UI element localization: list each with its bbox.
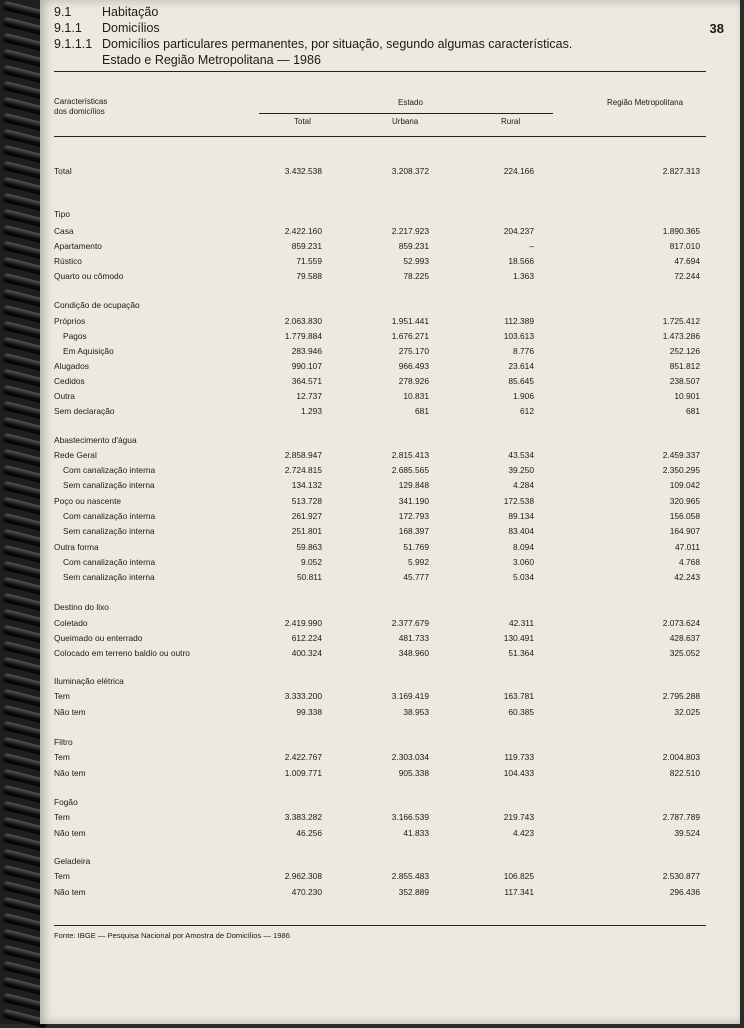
spiral-binding (0, 0, 42, 1024)
table-row (40, 646, 740, 661)
cell-urbana: 2.217.923 (391, 226, 429, 236)
heading-habitacao (54, 4, 724, 20)
table-row (40, 555, 740, 570)
table-row (40, 269, 740, 284)
cell-urbana: 2.815.413 (391, 450, 429, 460)
table-row (40, 254, 740, 269)
cell-metro: 2.530.877 (662, 871, 700, 881)
cell-total: 59.863 (296, 542, 322, 552)
cell-metro: 42.243 (674, 572, 700, 582)
cell-total: 12.737 (296, 391, 322, 401)
row-label: Rede Geral (54, 450, 97, 460)
row-label: Tem (54, 752, 70, 762)
cell-metro: 2.004.803 (662, 752, 700, 762)
table-row (40, 478, 740, 493)
cell-urbana: 352.889 (398, 887, 429, 897)
row-header-line1: Características (54, 97, 108, 106)
row-label: Rústico (54, 256, 82, 266)
cell-urbana: 51.769 (403, 542, 429, 552)
cell-total: 134.132 (291, 480, 322, 490)
group-header-row (40, 674, 740, 689)
table-row (40, 810, 740, 825)
row-label: Com canalização interna (63, 511, 156, 521)
table-row (40, 570, 740, 585)
table-row (40, 631, 740, 646)
row-label: Em Aquisição (63, 346, 114, 356)
row-label: Apartamento (54, 241, 102, 251)
cell-rural: 103.613 (503, 331, 534, 341)
cell-total: 99.338 (296, 707, 322, 717)
cell-metro: 2.787.789 (662, 812, 700, 822)
subsection-number: 9.1.1 (54, 21, 82, 35)
table-row (40, 404, 740, 419)
cell-urbana: 5.992 (408, 557, 429, 567)
cell-total: 513.728 (291, 496, 322, 506)
row-header-line2: dos domicílios (54, 107, 105, 116)
cell-total: 2.962.308 (284, 871, 322, 881)
cell-metro: 2.350.295 (662, 465, 700, 475)
cell-metro: 851.812 (669, 361, 700, 371)
table-number: 9.1.1.1 (54, 37, 93, 51)
cell-urbana: 905.338 (398, 768, 429, 778)
top-rule (54, 71, 706, 72)
table-row (40, 524, 740, 539)
col-estado: Estado (398, 98, 423, 107)
cell-urbana: 38.953 (403, 707, 429, 717)
row-label: Sem declaração (54, 406, 115, 416)
cell-metro: 72.244 (674, 271, 700, 281)
table-row (40, 826, 740, 841)
cell-rural: 224.166 (503, 166, 534, 176)
page-number: 38 (709, 21, 724, 36)
cell-rural: – (529, 241, 534, 251)
estado-rule (259, 113, 553, 114)
row-label: Tem (54, 812, 70, 822)
cell-rural: 39.250 (508, 465, 534, 475)
table-row (40, 344, 740, 359)
heading-domicilios (54, 20, 724, 36)
cell-rural: 42.311 (509, 618, 534, 628)
cell-metro: 39.524 (674, 828, 700, 838)
cell-total: 3.432.538 (284, 166, 322, 176)
cell-rural: 112.389 (504, 316, 534, 326)
row-label: Casa (54, 226, 74, 236)
cell-rural: 204.237 (503, 226, 534, 236)
cell-metro: 2.827.313 (662, 166, 700, 176)
section-number: 9.1 (54, 5, 72, 19)
cell-metro: 47.694 (674, 256, 700, 266)
cell-total: 50.811 (297, 572, 322, 582)
cell-urbana: 41.833 (403, 828, 429, 838)
group-label-abastecimento-d-agua: Abastecimento d'água (54, 435, 137, 445)
table-row (40, 314, 740, 329)
cell-rural: 106.825 (503, 871, 534, 881)
cell-total: 2.419.990 (284, 618, 322, 628)
cell-metro: 10.901 (674, 391, 700, 401)
cell-metro: 164.907 (669, 526, 700, 536)
cell-metro: 238.507 (669, 376, 700, 386)
row-label: Não tem (54, 887, 86, 897)
row-label: Sem canalização interna (63, 572, 155, 582)
group-label-condicao-de-ocupacao: Condição de ocupação (54, 300, 140, 310)
cell-urbana: 172.793 (398, 511, 429, 521)
row-label: Total (54, 166, 72, 176)
cell-rural: 18.566 (508, 256, 534, 266)
table-row (40, 164, 740, 179)
group-label-fogao: Fogão (54, 797, 78, 807)
cell-metro: 428.637 (669, 633, 700, 643)
cell-urbana: 3.166.539 (391, 812, 429, 822)
cell-rural: 163.781 (503, 691, 534, 701)
table-title: Domicílios particulares permanentes, por situação, segundo algumas características. (102, 37, 573, 51)
cell-metro: 47.011 (675, 542, 700, 552)
cell-urbana: 275.170 (398, 346, 429, 356)
cell-metro: 2.073.624 (662, 618, 700, 628)
cell-total: 3.383.282 (284, 812, 322, 822)
cell-metro: 4.768 (679, 557, 700, 567)
cell-total: 261.927 (291, 511, 322, 521)
table-row (40, 448, 740, 463)
cell-metro: 822.510 (669, 768, 700, 778)
cell-rural: 5.034 (513, 572, 534, 582)
row-label: Tem (54, 691, 70, 701)
group-header-row (40, 298, 740, 313)
row-label: Com canalização interna (63, 557, 156, 567)
cell-rural: 85.645 (508, 376, 534, 386)
cell-total: 251.801 (291, 526, 322, 536)
cell-rural: 89.134 (508, 511, 534, 521)
cell-total: 1.009.771 (284, 768, 322, 778)
table-row (40, 509, 740, 524)
table-row (40, 239, 740, 254)
cell-urbana: 341.190 (398, 496, 429, 506)
table-row (40, 463, 740, 478)
cell-metro: 156.058 (669, 511, 700, 521)
page-header (54, 4, 724, 68)
cell-rural: 3.060 (513, 557, 534, 567)
table-row (40, 359, 740, 374)
subsection-title: Domicílios (102, 21, 160, 35)
cell-total: 859.231 (291, 241, 322, 251)
row-label: Pagos (63, 331, 87, 341)
cell-urbana: 168.397 (398, 526, 429, 536)
cell-urbana: 966.493 (398, 361, 429, 371)
cell-rural: 51.364 (508, 648, 534, 658)
cell-urbana: 3.169.419 (391, 691, 429, 701)
cell-rural: 1.906 (513, 391, 534, 401)
row-label: Com canalização interna (63, 465, 156, 475)
cell-rural: 43.534 (508, 450, 534, 460)
cell-rural: 612 (520, 406, 534, 416)
cell-rural: 104.433 (503, 768, 534, 778)
cell-rural: 4.284 (513, 480, 534, 490)
cell-total: 2.063.830 (284, 316, 322, 326)
col-regiao-metropolitana: Região Metropolitana (607, 98, 684, 107)
table-row (40, 329, 740, 344)
table-row (40, 374, 740, 389)
cell-rural: 219.743 (503, 812, 534, 822)
table-row (40, 689, 740, 704)
cell-total: 2.422.160 (284, 226, 322, 236)
row-header (54, 97, 107, 117)
group-header-row (40, 735, 740, 750)
row-label: Não tem (54, 707, 86, 717)
cell-urbana: 481.733 (398, 633, 429, 643)
row-label: Coletado (54, 618, 88, 628)
cell-urbana: 2.685.565 (391, 465, 429, 475)
cell-metro: 817.010 (669, 241, 700, 251)
cell-metro: 1.890.365 (662, 226, 700, 236)
cell-rural: 117.341 (504, 887, 534, 897)
table-row (40, 885, 740, 900)
cell-total: 470.230 (291, 887, 322, 897)
cell-rural: 119.733 (504, 752, 534, 762)
cell-metro: 2.795.288 (662, 691, 700, 701)
cell-rural: 60.385 (508, 707, 534, 717)
table-row (40, 494, 740, 509)
row-label: Não tem (54, 828, 86, 838)
row-label: Outra (54, 391, 75, 401)
cell-rural: 83.404 (508, 526, 534, 536)
cell-rural: 8.776 (513, 346, 534, 356)
document-page (40, 0, 740, 1024)
cell-rural: 172.538 (503, 496, 534, 506)
cell-urbana: 2.855.483 (391, 871, 429, 881)
header-bottom-rule (54, 136, 706, 137)
cell-total: 46.256 (296, 828, 322, 838)
group-header-row (40, 854, 740, 869)
table-row (40, 224, 740, 239)
row-label: Tem (54, 871, 70, 881)
cell-urbana: 1.676.271 (391, 331, 429, 341)
cell-urbana: 2.377.679 (391, 618, 429, 628)
table-row (40, 750, 740, 765)
row-label: Outra forma (54, 542, 99, 552)
cell-urbana: 278.926 (398, 376, 429, 386)
cell-metro: 2.459.337 (662, 450, 700, 460)
cell-total: 612.224 (291, 633, 322, 643)
row-label: Queimado ou enterrado (54, 633, 143, 643)
cell-metro: 320.965 (669, 496, 700, 506)
cell-rural: 4.423 (513, 828, 534, 838)
row-label: Cedidos (54, 376, 85, 386)
cell-total: 79.588 (296, 271, 322, 281)
cell-rural: 8.094 (513, 542, 534, 552)
group-header-row (40, 433, 740, 448)
cell-metro: 296.436 (669, 887, 700, 897)
cell-metro: 109.042 (669, 480, 700, 490)
cell-total: 3.333.200 (284, 691, 322, 701)
cell-rural: 1.363 (513, 271, 534, 281)
cell-total: 1.779.884 (284, 331, 322, 341)
cell-total: 1.293 (301, 406, 322, 416)
cell-urbana: 45.777 (403, 572, 429, 582)
row-label: Sem canalização interna (63, 526, 155, 536)
heading-table-title (54, 36, 724, 52)
cell-metro: 681 (686, 406, 700, 416)
cell-total: 990.107 (291, 361, 322, 371)
col-rural: Rural (501, 117, 521, 126)
cell-rural: 23.614 (508, 361, 534, 371)
row-label: Sem canalização interna (63, 480, 155, 490)
row-label: Próprios (54, 316, 86, 326)
row-label: Quarto ou cômodo (54, 271, 124, 281)
cell-urbana: 1.951.441 (391, 316, 429, 326)
section-title: Habitação (102, 5, 159, 19)
table-row (40, 616, 740, 631)
row-label: Alugados (54, 361, 89, 371)
row-label: Não tem (54, 768, 86, 778)
group-label-destino-do-lixo: Destino do lixo (54, 602, 109, 612)
cell-urbana: 2.303.034 (391, 752, 429, 762)
cell-total: 283.946 (291, 346, 322, 356)
cell-metro: 32.025 (674, 707, 700, 717)
col-total: Total (294, 117, 311, 126)
cell-total: 364.571 (291, 376, 322, 386)
cell-total: 2.422.767 (284, 752, 322, 762)
group-label-iluminacao-eletrica: Iluminação elétrica (54, 676, 124, 686)
cell-urbana: 78.225 (403, 271, 429, 281)
cell-total: 400.324 (291, 648, 322, 658)
row-label: Colocado em terreno baldio ou outro (54, 648, 190, 658)
group-label-geladeira: Geladeira (54, 856, 91, 866)
cell-total: 9.052 (301, 557, 322, 567)
group-header-row (40, 600, 740, 615)
table-row (40, 389, 740, 404)
heading-table-subtitle: Estado e Região Metropolitana — 1986 (102, 53, 321, 67)
cell-metro: 1.725.412 (662, 316, 700, 326)
row-label: Poço ou nascente (54, 496, 122, 506)
cell-urbana: 129.848 (398, 480, 429, 490)
cell-urbana: 52.993 (403, 256, 429, 266)
cell-total: 2.858.947 (284, 450, 322, 460)
group-header-row (40, 795, 740, 810)
cell-metro: 325.052 (669, 648, 700, 658)
group-label-tipo: Tipo (54, 209, 70, 219)
group-label-filtro: Filtro (54, 737, 73, 747)
cell-urbana: 3.208.372 (391, 166, 429, 176)
group-header-row (40, 207, 740, 222)
cell-metro: 1.473.286 (662, 331, 700, 341)
table-row (40, 540, 740, 555)
table-row (40, 869, 740, 884)
cell-urbana: 10.831 (403, 391, 429, 401)
source-note: Fonte: IBGE — Pesquisa Nacional por Amostra de Domicílios — 1986 (54, 931, 290, 940)
table-row (40, 705, 740, 720)
bottom-rule (54, 925, 706, 926)
cell-urbana: 859.231 (398, 241, 429, 251)
cell-urbana: 348.960 (398, 648, 429, 658)
col-urbana: Urbana (392, 117, 419, 126)
cell-total: 2.724.815 (284, 465, 322, 475)
cell-total: 71.559 (296, 256, 322, 266)
cell-metro: 252.126 (669, 346, 700, 356)
table-row (40, 766, 740, 781)
cell-rural: 130.491 (503, 633, 534, 643)
cell-urbana: 681 (415, 406, 429, 416)
